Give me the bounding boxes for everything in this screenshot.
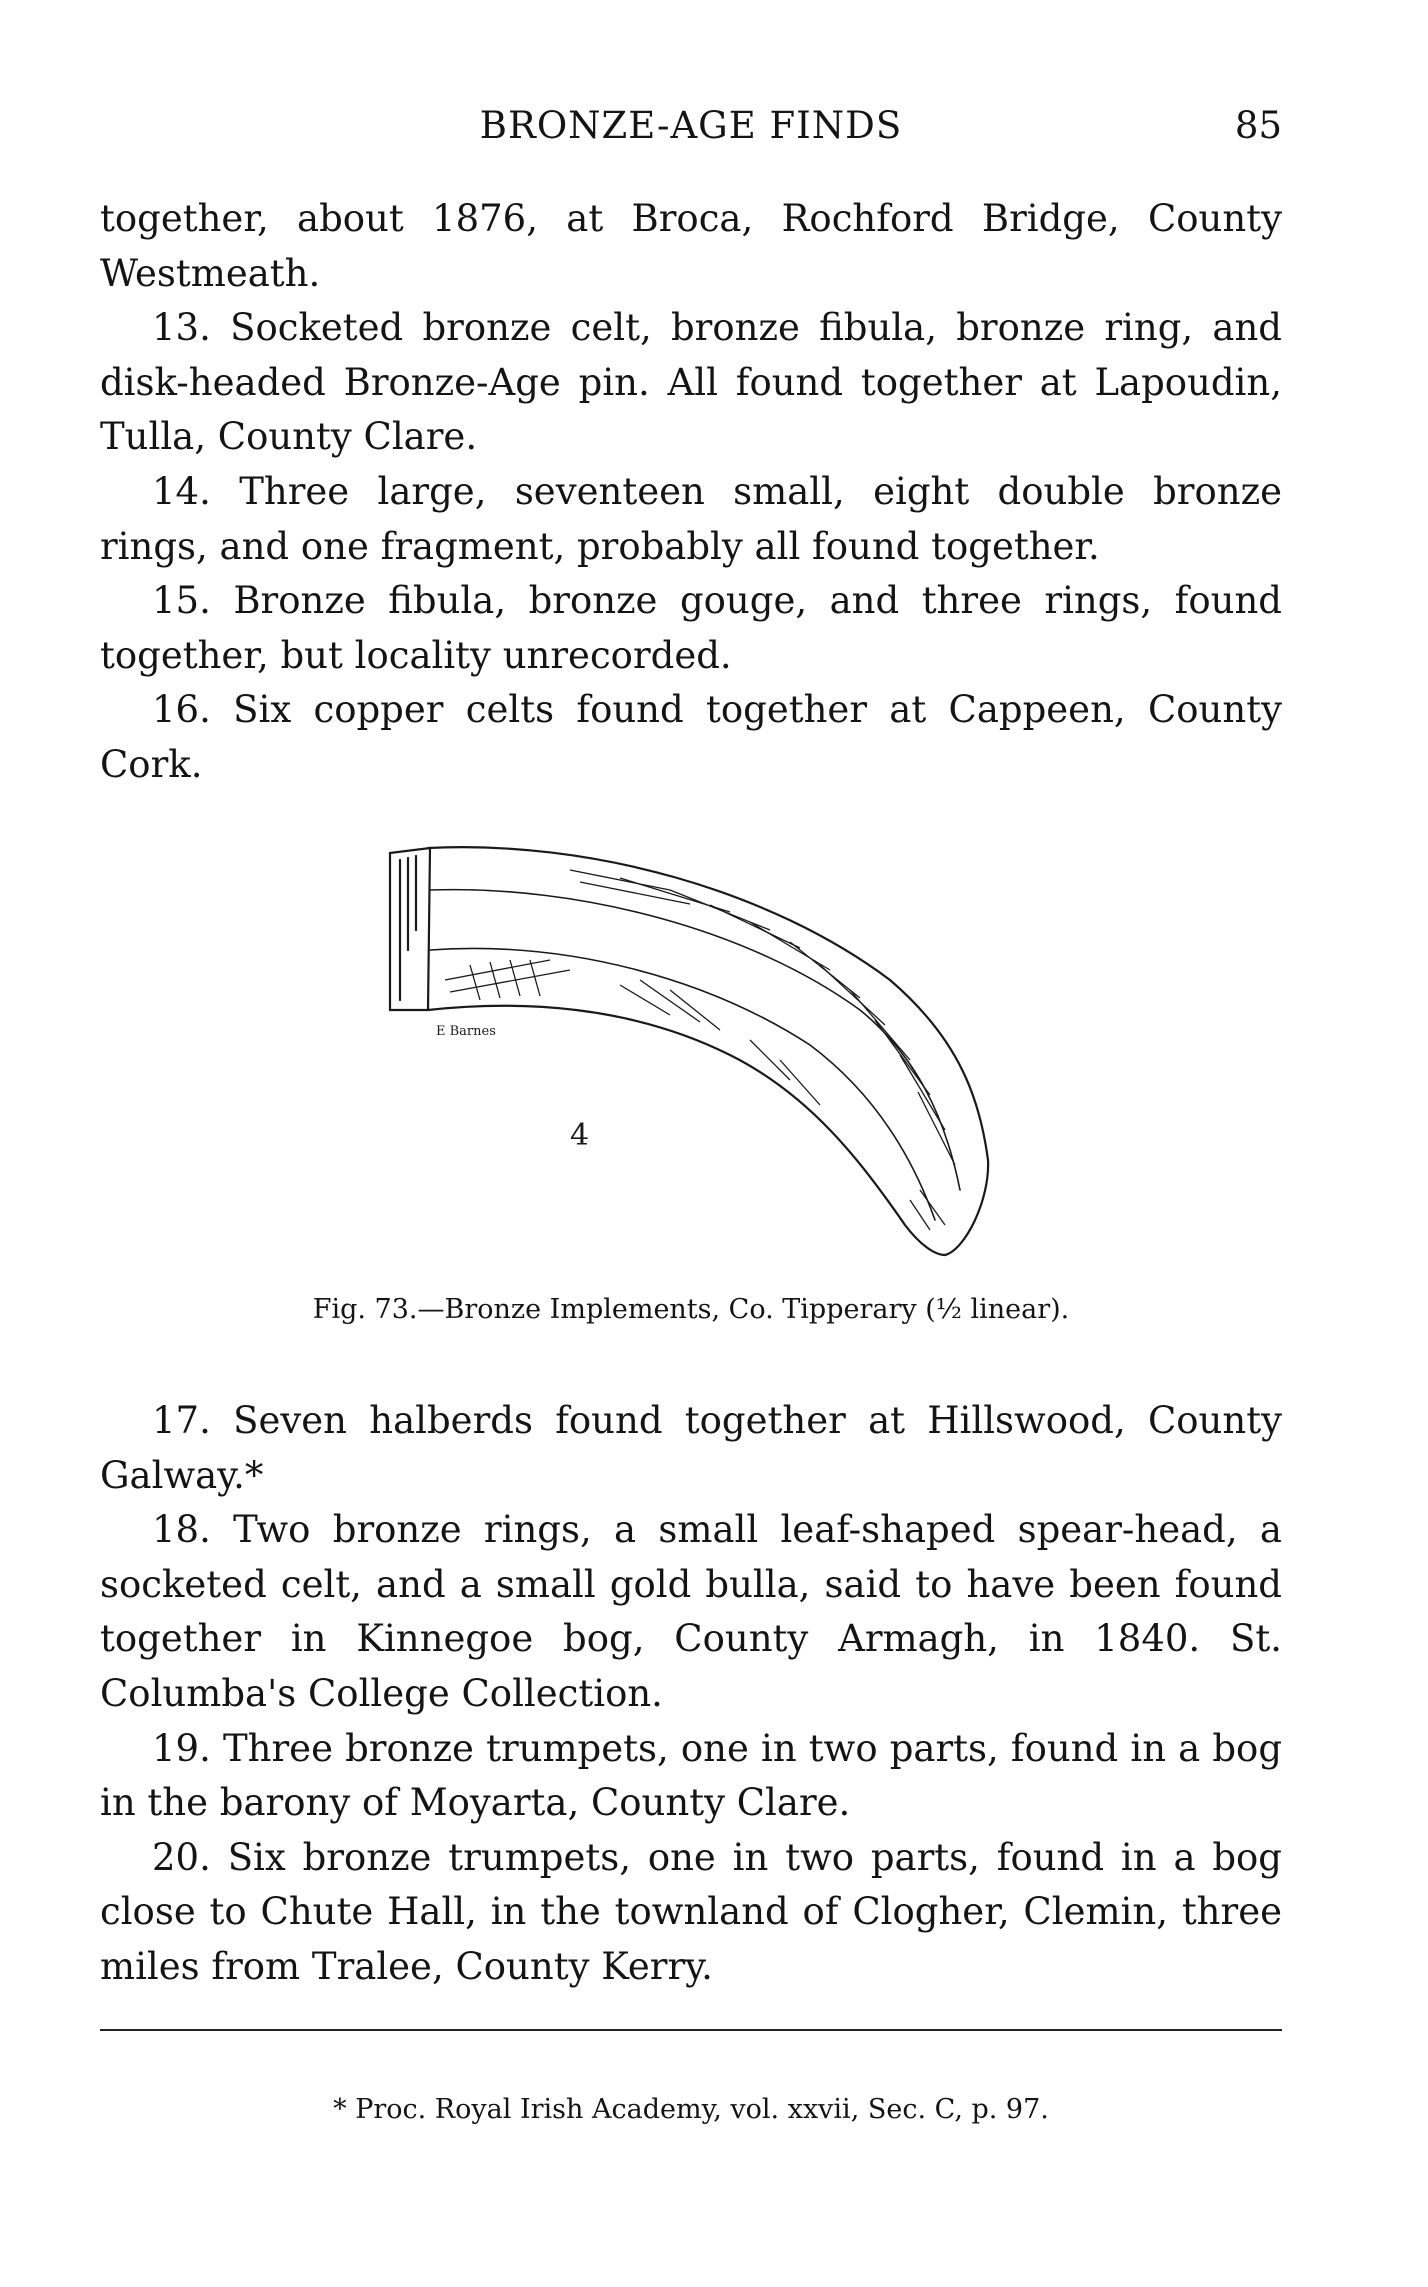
figure-bronze-implement (370, 830, 1000, 1275)
socket-outline (390, 848, 430, 1010)
footnote-rule (100, 2029, 1282, 2031)
page-number: 85 (1234, 104, 1282, 147)
paragraph-item-17: 17. Seven halberds found together at Hillswood, County Galway.* (100, 1399, 1282, 1497)
blade-inner-edge (428, 1006, 945, 1255)
text-block-bottom (100, 1394, 1282, 1995)
page-header (100, 104, 1282, 164)
running-head: BRONZE-AGE FINDS (479, 104, 903, 147)
paragraph-item-14: 14. Three large, seventeen small, eight double bronze rings, and one fragment, probably all found together. (100, 469, 1282, 568)
paragraph-item-19: 19. Three bronze trumpets, one in two parts, found in a bog in the barony of Moyarta, County Clare. (100, 1726, 1282, 1825)
bronze-implement-drawing (370, 830, 1000, 1275)
footnote: * Proc. Royal Irish Academy, vol. xxvii, Sec. C, p. 97. (333, 2094, 1049, 2125)
paragraph-item-13: 13. Socketed bronze celt, bronze fibula, bronze ring, and disk-headed Bronze-Age pin. All found together at Lapoudin, Tulla, County Clare. (100, 306, 1282, 459)
figure-caption: Fig. 73.—Bronze Implements, Co. Tipperary (½ linear). (312, 1294, 1070, 1325)
text-block-top (100, 192, 1282, 793)
artist-signature: E Barnes (436, 1024, 496, 1039)
figure-mark: 4 (570, 1118, 590, 1153)
paragraph-item-18: 18. Two bronze rings, a small leaf-shaped spear-head, a socketed celt, and a small gold bulla, said to have been found together in Kinnegoe bog, County Armagh, in 1840. St. Columba's College Collection. (100, 1508, 1282, 1715)
paragraph-item-20: 20. Six bronze trumpets, one in two parts, found in a bog close to Chute Hall, in the townland of Clogher, Clemin, three miles from Tralee, County Kerry. (100, 1835, 1282, 1988)
blade-outer-edge (428, 847, 988, 1255)
paragraph-continuation: together, about 1876, at Broca, Rochford Bridge, County Westmeath. (100, 197, 1282, 295)
paragraph-item-15: 15. Bronze fibula, bronze gouge, and three rings, found together, but locality unrecorded. (100, 579, 1282, 677)
paragraph-item-16: 16. Six copper celts found together at Cappeen, County Cork. (100, 688, 1282, 786)
